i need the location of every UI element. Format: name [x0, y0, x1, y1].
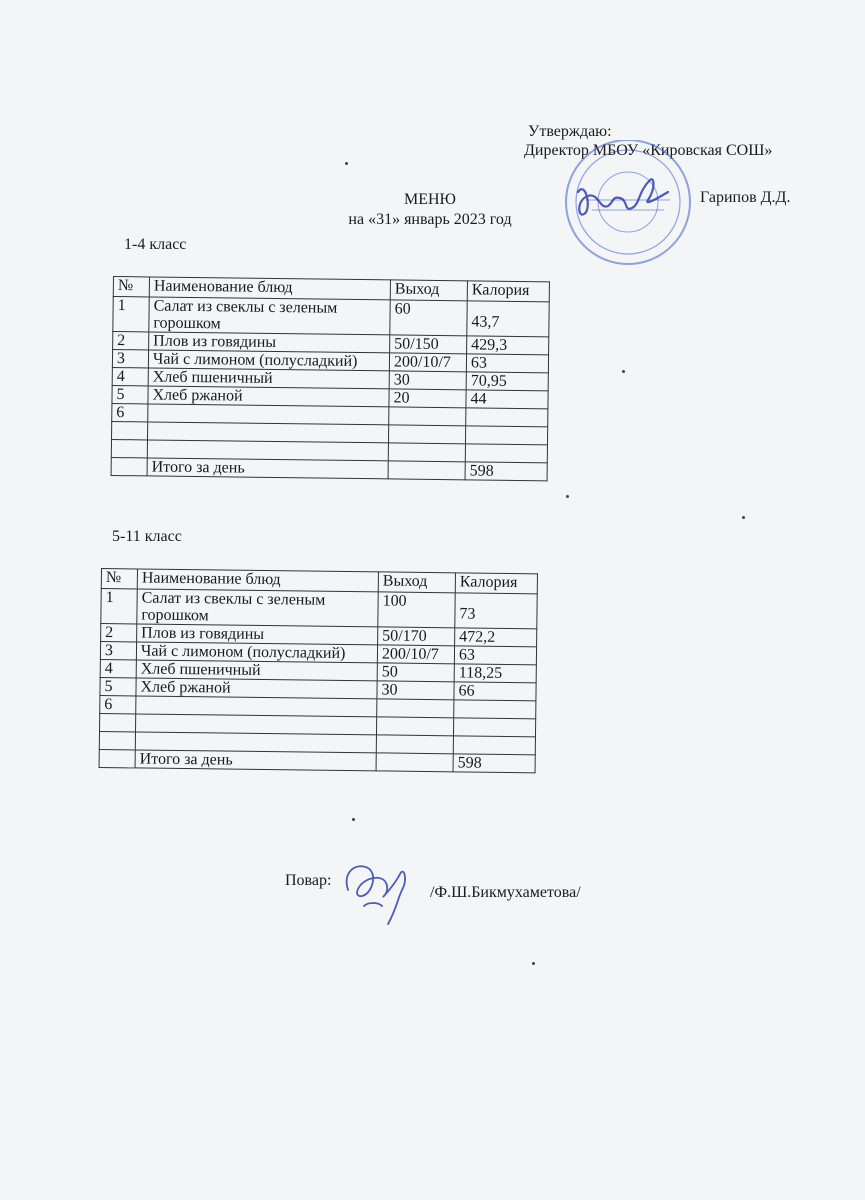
row-dish: Салат из свеклы с зеленым горошком: [149, 297, 390, 335]
row-calories: 118,25: [454, 664, 536, 683]
row-no: 3: [112, 350, 148, 368]
row-no: 4: [112, 367, 148, 385]
scan-speck: [566, 495, 569, 498]
total-calories: 598: [453, 754, 535, 773]
row-output: [377, 699, 454, 718]
row-calories: 73: [455, 593, 537, 629]
row-calories: 472,2: [455, 628, 537, 647]
row-no: 1: [113, 297, 149, 332]
row-output: [389, 407, 466, 426]
row-dish: Хлеб пшеничный: [136, 660, 377, 681]
cook-signature-icon: [338, 850, 418, 930]
row-calories: [466, 408, 548, 427]
scan-speck: [352, 818, 355, 821]
header-no: №: [101, 569, 137, 589]
total-calories: 598: [465, 462, 547, 481]
row-no: 2: [113, 332, 149, 350]
row-dish: Салат из свеклы с зеленым горошком: [137, 589, 378, 627]
scan-speck: [742, 516, 745, 519]
row-no: 5: [100, 677, 136, 695]
table-row: [113, 297, 549, 337]
header-calories: Калория: [467, 281, 549, 302]
row-dish: Плов из говядины: [137, 624, 378, 645]
document-title: [300, 190, 560, 230]
total-label: Итого за день: [135, 750, 376, 771]
grade-label-5-11: 5-11 класс: [112, 528, 182, 545]
row-dish: Чай с лимоном (полусладкий): [148, 350, 389, 371]
row-output: 20: [389, 389, 466, 408]
scan-speck: [532, 962, 535, 965]
header-calories: Калория: [455, 573, 537, 594]
approval-signatory: Гарипов Д.Д.: [700, 189, 791, 206]
row-output: 200/10/7: [377, 645, 454, 664]
header-name: Наименование блюд: [137, 569, 378, 592]
row-output: 30: [377, 681, 454, 700]
row-output: 30: [389, 371, 466, 390]
row-calories: 63: [466, 354, 548, 373]
header-no: №: [113, 277, 149, 297]
header-output: Выход: [378, 572, 455, 593]
row-no: 2: [101, 624, 137, 642]
row-no: 6: [100, 695, 136, 713]
row-no: 1: [101, 589, 137, 624]
row-calories: 66: [454, 682, 536, 701]
row-output: 50/150: [390, 335, 467, 354]
cook-name: /Ф.Ш.Бикмухаметова/: [430, 884, 581, 901]
menu-table-5-11: [99, 568, 538, 773]
row-dish: Чай с лимоном (полусладкий): [136, 642, 377, 663]
scan-speck: [345, 162, 348, 165]
title-date: на «31» январь 2023 год: [348, 211, 512, 228]
menu-table-1-4: [111, 276, 550, 481]
grade-label-1-4: 1-4 класс: [124, 236, 187, 253]
row-dish: Плов из говядины: [149, 332, 390, 353]
row-no: 5: [112, 385, 148, 403]
row-output: 200/10/7: [389, 353, 466, 372]
row-calories: 70,95: [466, 372, 548, 391]
table-row: [101, 589, 537, 629]
cook-label: Повар:: [285, 872, 332, 889]
title-menu: МЕНЮ: [404, 191, 456, 208]
row-no: 3: [100, 642, 136, 660]
row-no: 6: [112, 403, 148, 421]
row-dish: Хлеб пшеничный: [148, 368, 389, 389]
header-output: Выход: [390, 280, 467, 301]
row-output: 100: [378, 592, 455, 628]
total-label: Итого за день: [147, 458, 388, 479]
row-dish: Хлеб ржаной: [148, 386, 389, 407]
header-name: Наименование блюд: [149, 277, 390, 300]
row-output: 60: [390, 300, 467, 336]
row-output: 50/170: [378, 627, 455, 646]
row-output: 50: [377, 663, 454, 682]
row-calories: [454, 700, 536, 719]
approval-heading: Утверждаю:: [528, 123, 612, 140]
scan-speck: [622, 370, 625, 373]
row-calories: 43,7: [467, 301, 549, 337]
row-calories: 429,3: [467, 336, 549, 355]
row-calories: 44: [466, 390, 548, 409]
approval-position: Директор МБОУ «Кировская СОШ»: [524, 142, 773, 159]
row-calories: 63: [454, 646, 536, 665]
row-no: 4: [100, 659, 136, 677]
row-dish: Хлеб ржаной: [136, 678, 377, 699]
